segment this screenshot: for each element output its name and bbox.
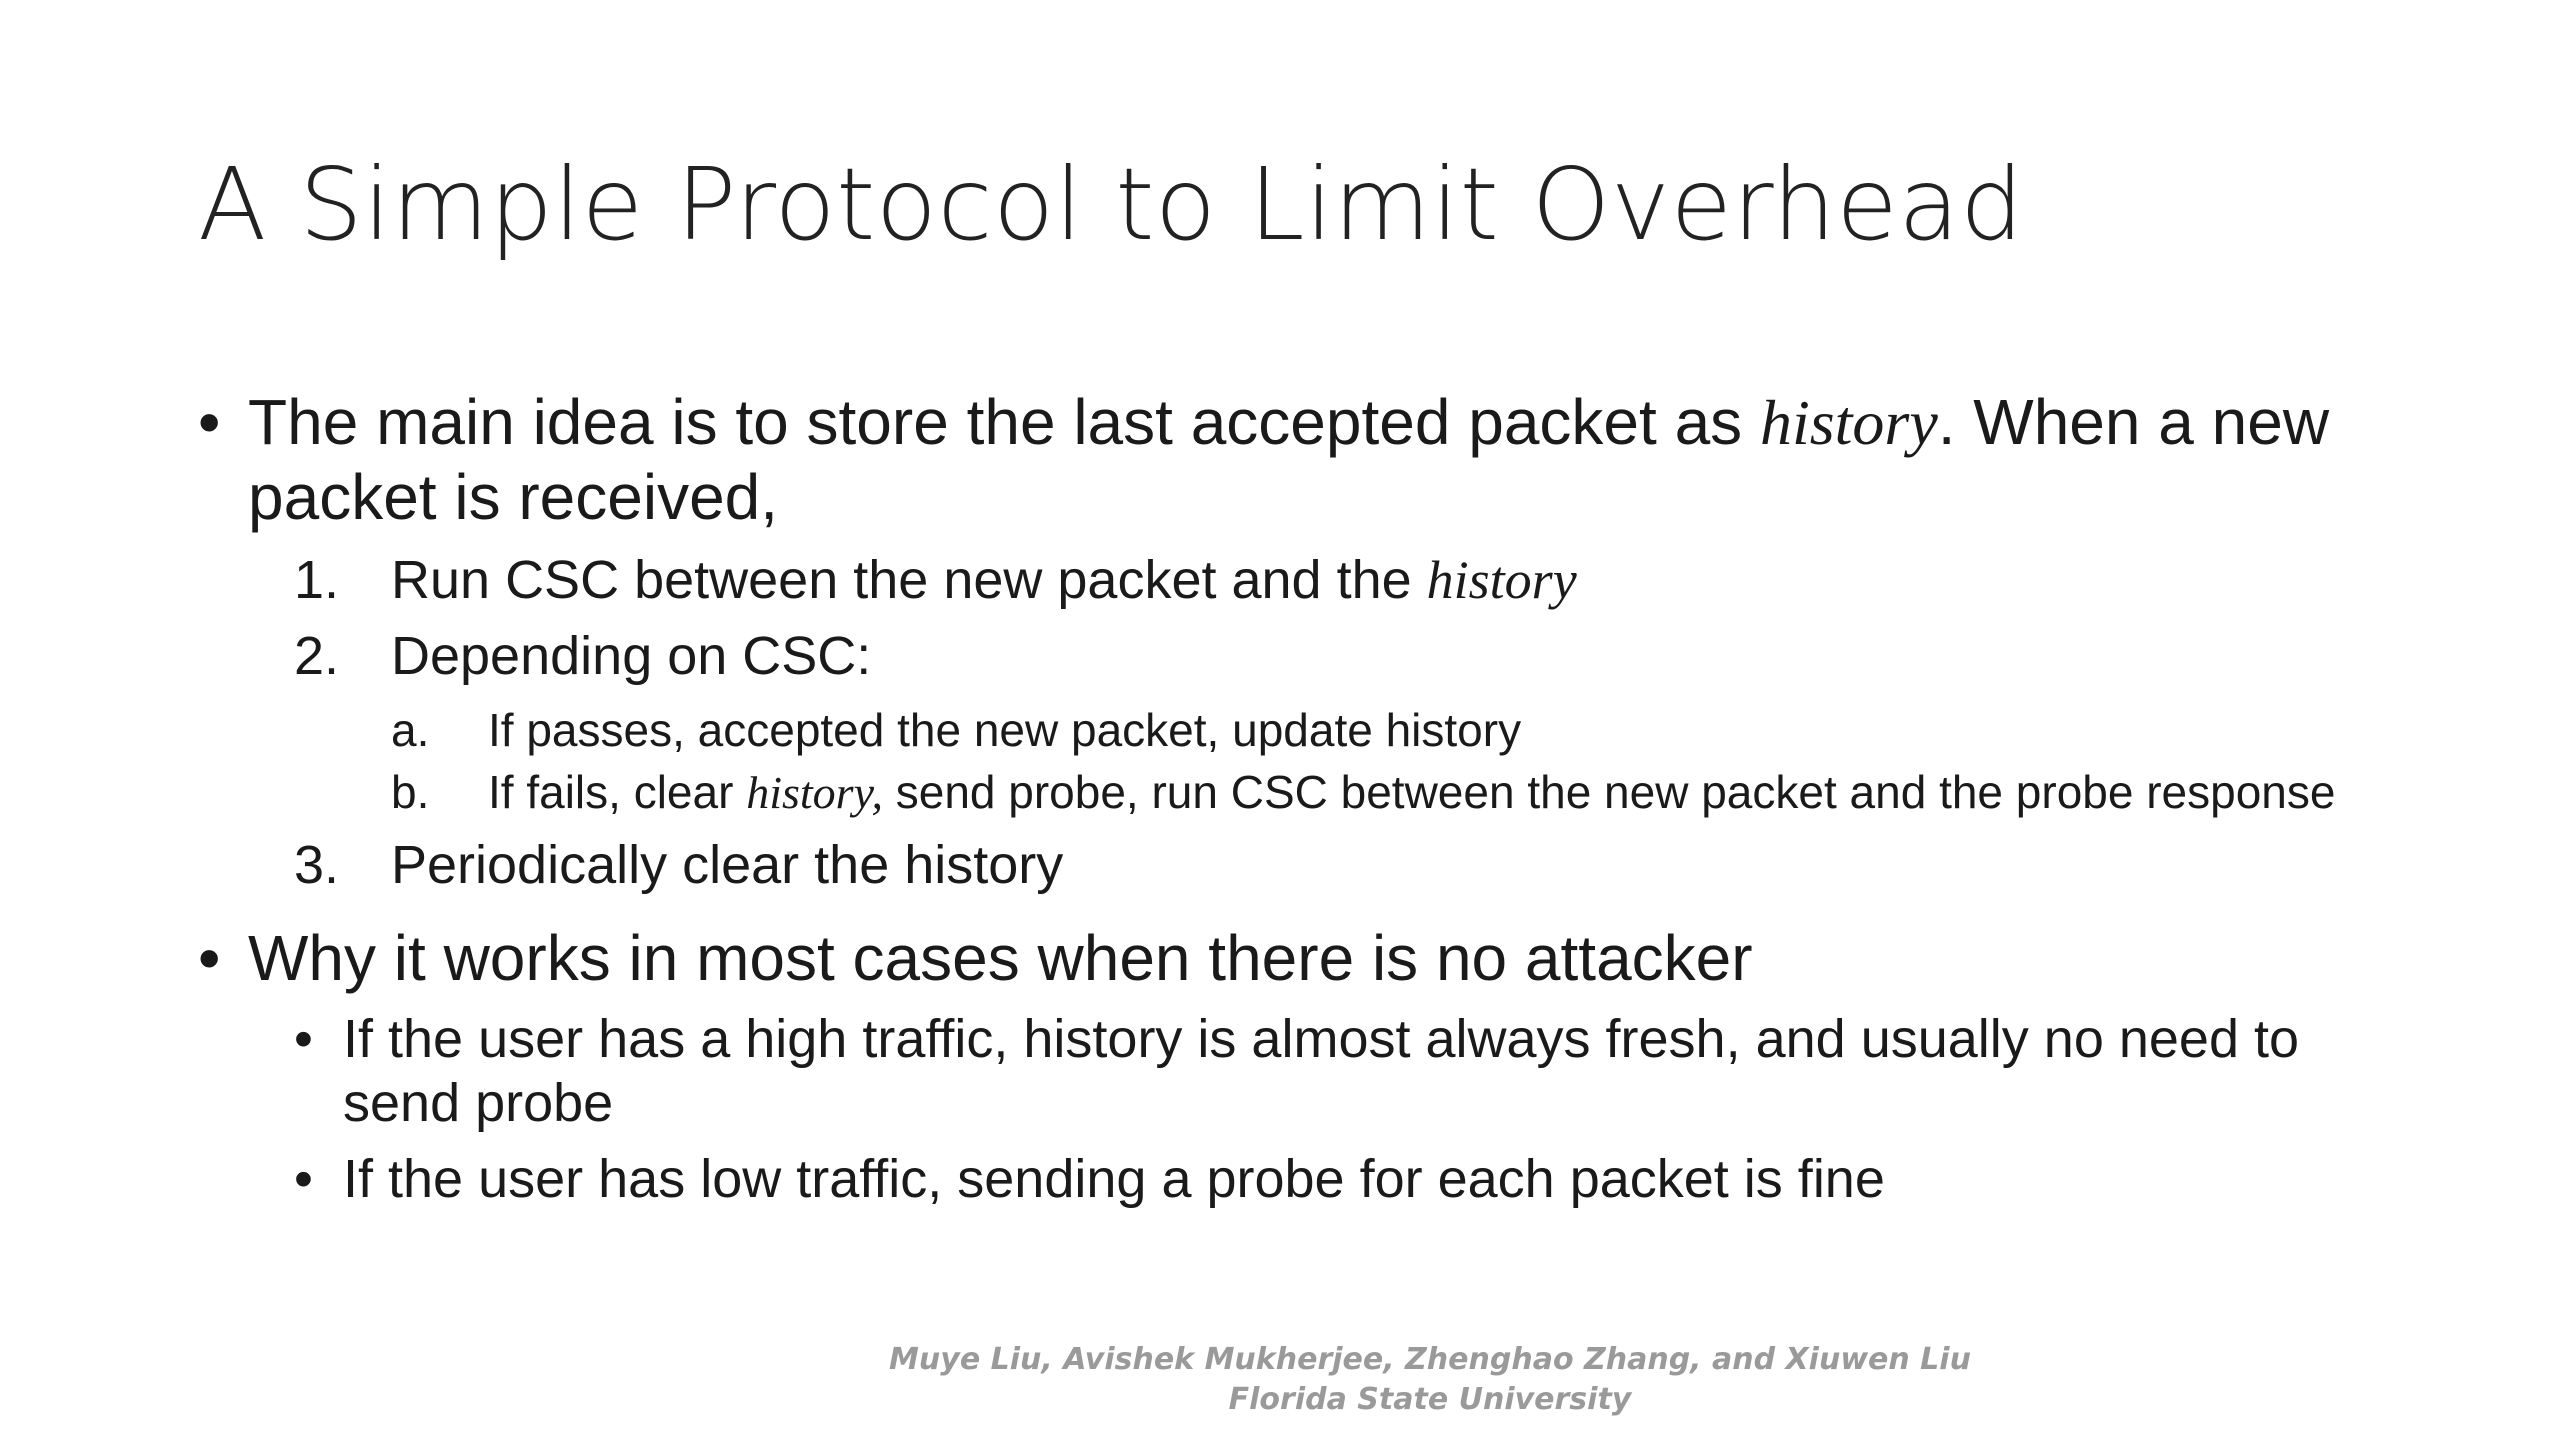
- bullet-dot-icon: •: [198, 386, 221, 458]
- slide-title: A Simple Protocol to Limit Overhead: [198, 146, 2024, 263]
- why-text: Why it works in most cases when there is no attacker: [248, 922, 1753, 994]
- footer-authors: Muye Liu, Avishek Mukherjee, Zhenghao Zhang, and Xiuwen Liu: [889, 1342, 1971, 1377]
- why-point-text: If the user has a high traffic, history is almost always fresh, and usually no need to send probe: [343, 1009, 2300, 1133]
- step-item-2: [198, 618, 2398, 694]
- substep-item-a: [198, 704, 2398, 756]
- steps-list: [198, 542, 2398, 903]
- bullet-dot-icon: •: [198, 922, 221, 994]
- why-point-1: [198, 1007, 2398, 1135]
- slide-content: [198, 385, 2398, 1211]
- why-point-2: [198, 1147, 2398, 1211]
- main-idea-tail: . When a new packet is received,: [248, 386, 2330, 533]
- slide-footer: [0, 1340, 2560, 1420]
- substep-text: If fails, clear: [488, 766, 747, 818]
- step-marker: 1.: [294, 550, 340, 610]
- step-marker: 3.: [294, 835, 340, 895]
- substep-text: If passes, accepted the new packet, update history: [488, 704, 1522, 756]
- step-item-1: [198, 542, 2398, 618]
- substep-history: history,: [746, 767, 883, 818]
- substep-marker: b.: [391, 766, 430, 818]
- step-history: history: [1426, 550, 1577, 610]
- footer-affiliation: Florida State University: [1228, 1382, 1632, 1417]
- step-text: Depending on CSC:: [391, 626, 872, 686]
- step-text: Run CSC between the new packet and the: [391, 550, 1427, 610]
- bullet-main-idea: [198, 385, 2398, 534]
- substep-item-b: [198, 766, 2398, 819]
- step-text: Periodically clear the history: [391, 835, 1064, 895]
- bullet-dot-icon: •: [294, 1149, 313, 1209]
- main-idea-text: The main idea is to store the last accepted packet as: [248, 386, 1760, 458]
- bullet-why: [198, 921, 2398, 995]
- step-marker: 2.: [294, 626, 340, 686]
- bullet-dot-icon: •: [294, 1009, 313, 1069]
- main-idea-history: history: [1759, 387, 1938, 458]
- substep-tail: send probe, run CSC between the new packet and the probe response: [882, 766, 2336, 818]
- step-item-3: [198, 827, 2398, 903]
- substep-marker: a.: [391, 704, 430, 756]
- why-point-text: If the user has low traffic, sending a probe for each packet is fine: [343, 1149, 1885, 1209]
